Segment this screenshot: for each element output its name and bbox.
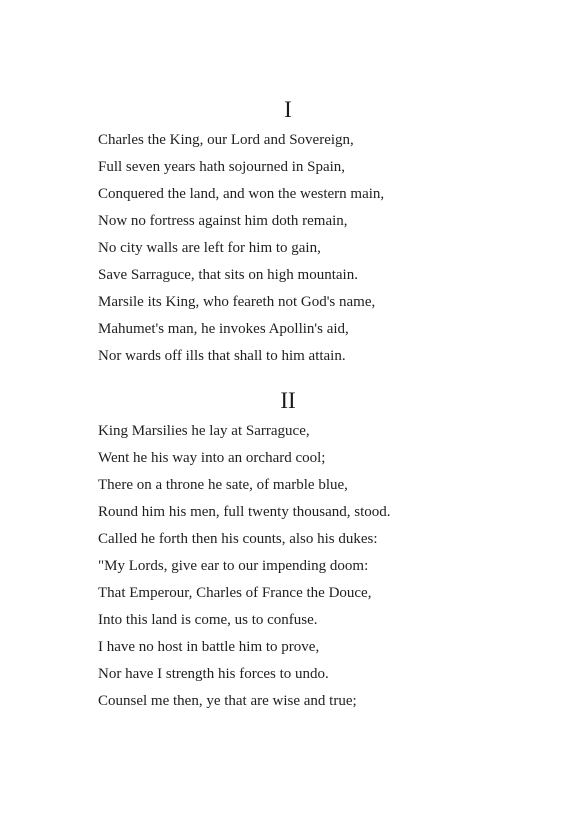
stanza-heading-2: II [280,388,296,413]
verse-line: No city walls are left for him to gain, [98,240,321,256]
verse-line: Charles the King, our Lord and Sovereign, [98,132,354,148]
verse-line: I have no host in battle him to prove, [98,639,320,655]
verse-line: Round him his men, full twenty thousand, stood. [98,504,391,520]
verse-line: That Emperour, Charles of France the Douce, [98,585,372,601]
verse-line: Conquered the land, and won the western main, [98,186,385,202]
stanza-heading-1: I [284,97,292,122]
verse-line: King Marsilies he lay at Sarraguce, [98,423,310,439]
verse-line: Nor have I strength his forces to undo. [98,666,329,682]
verse-line: There on a throne he sate, of marble blue, [98,477,348,493]
stanza-1-lines [98,127,538,370]
verse-line: Now no fortress against him doth remain, [98,213,348,229]
verse-line: Counsel me then, ye that are wise and true; [98,693,357,709]
verse-line: Mahumet's man, he invokes Apollin's aid, [98,321,349,337]
verse-line: Marsile its King, who feareth not God's name, [98,294,376,310]
stanza-2-lines [98,418,538,715]
verse-line: Called he forth then his counts, also his dukes: [98,531,378,547]
verse-line: Into this land is come, us to confuse. [98,612,318,628]
verse-line: Full seven years hath sojourned in Spain, [98,159,346,175]
verse-line: "My Lords, give ear to our impending doom: [98,558,369,574]
verse-line: Went he his way into an orchard cool; [98,450,326,466]
verse-line: Nor wards off ills that shall to him attain. [98,348,346,364]
verse-line: Save Sarraguce, that sits on high mountain. [98,267,358,283]
